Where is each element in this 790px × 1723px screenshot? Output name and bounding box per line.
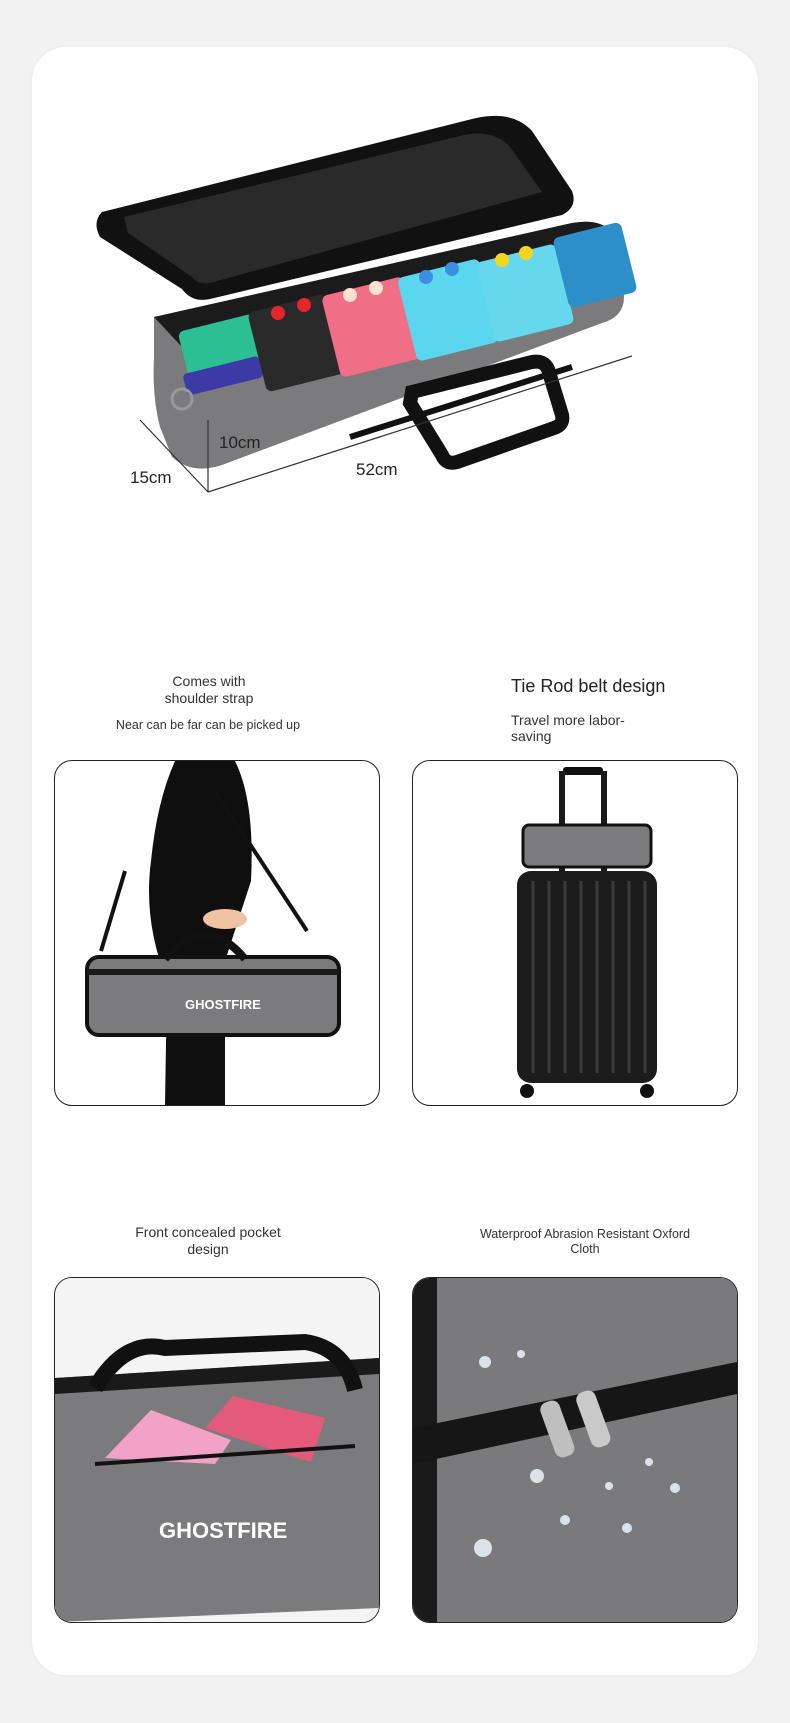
feature-1-title: Comes with shoulder strap (164, 673, 254, 706)
shoulder-strap-photo (55, 761, 379, 1105)
ghostfire-logo-small: GHOSTFIRE (185, 997, 261, 1012)
feature-2-title: Tie Rod belt design (511, 676, 666, 696)
panel-tie-rod (412, 760, 738, 1106)
panel-shoulder-strap (54, 760, 380, 1106)
ghostfire-logo-large: GHOSTFIRE (159, 1518, 288, 1543)
feature-3-title: Front concealed pocket design (135, 1224, 281, 1257)
suitcase-body (517, 871, 657, 1083)
suitcase-photo (413, 761, 737, 1105)
feature-1-subtitle: Near can be far can be picked up (115, 718, 301, 732)
front-pocket-photo (55, 1278, 379, 1622)
panel-waterproof (412, 1277, 738, 1623)
pedalboard-bag-open-image (32, 47, 758, 607)
panel-front-pocket (54, 1277, 380, 1623)
dimension-height-label: 10cm (219, 433, 261, 452)
feature-4-title: Waterproof Abrasion Resistant Oxford Cloth (479, 1227, 691, 1256)
dimension-length-label: 52cm (356, 460, 398, 479)
feature-2-subtitle: Travel more labor-saving (511, 712, 625, 745)
waterproof-fabric-photo (413, 1278, 737, 1622)
bag-on-suitcase (523, 825, 651, 867)
dimension-depth-label: 15cm (130, 468, 172, 487)
product-card (32, 47, 758, 1675)
bag-side-view (87, 957, 339, 1035)
